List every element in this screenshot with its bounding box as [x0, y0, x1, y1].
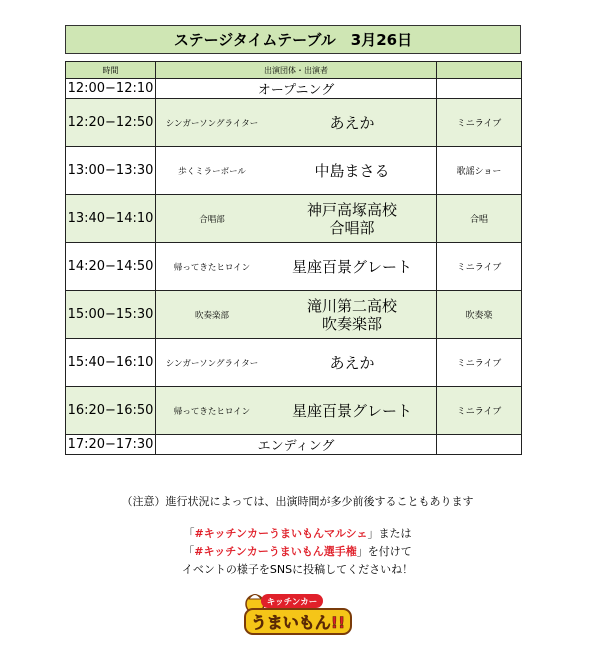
table-header-row [66, 62, 522, 79]
performer-name: 中島まさる [314, 161, 390, 180]
performer-cell [156, 387, 437, 435]
table-row [66, 435, 522, 455]
quote-open: 「 [183, 545, 195, 558]
performer-cell: エンディング [156, 435, 437, 455]
performer-category: 帰ってきたヒロイン [173, 262, 251, 273]
performer-name: 神戸高塚高校 合唱部 [306, 200, 397, 237]
note-cell: ミニライブ [437, 99, 522, 147]
quote-open: 「 [183, 527, 195, 540]
header-note [437, 62, 522, 79]
table-row [66, 147, 522, 195]
sns-request-text: イベントの様子をSNSに投稿してくださいね！ [181, 563, 414, 576]
hashtag-suffix: 」または [367, 527, 412, 540]
note-cell: ミニライブ [437, 387, 522, 435]
performer-category: 吹奏楽部 [194, 310, 229, 321]
page-title: ステージタイムテーブル 3月26日 [65, 25, 521, 54]
note-cell [437, 435, 522, 455]
logo-top-text: キッチンカー [266, 597, 318, 608]
performer-category: シンガーソングライター [165, 358, 259, 369]
kitchen-car-umaimon-logo [243, 590, 353, 636]
header-performer: 出演団体・出演者 [156, 62, 437, 79]
performer-category: 合唱部 [199, 214, 225, 225]
performer-name: 滝川第二高校 吹奏楽部 [306, 296, 397, 333]
note-cell: 吹奏楽 [437, 291, 522, 339]
time-cell: 12:20−12:50 [66, 99, 156, 147]
table-row [66, 387, 522, 435]
performer-category: シンガーソングライター [165, 118, 259, 129]
performer-cell [156, 243, 437, 291]
hashtag-line-1 [0, 525, 595, 541]
note-cell [437, 79, 522, 99]
note-cell: 合唱 [437, 195, 522, 243]
performer-cell: オープニング [156, 79, 437, 99]
timetable [65, 61, 522, 455]
logo-main-text: うまいもん!! [250, 613, 346, 632]
performer-name: あえか [329, 113, 375, 132]
table-row [66, 79, 522, 99]
note-cell: ミニライブ [437, 339, 522, 387]
performer-name: 星座百景グレート [291, 257, 412, 276]
time-cell: 17:20−17:30 [66, 435, 156, 455]
performer-cell [156, 99, 437, 147]
note-cell: ミニライブ [437, 243, 522, 291]
time-cell: 15:00−15:30 [66, 291, 156, 339]
time-cell: 14:20−14:50 [66, 243, 156, 291]
notice-text: （注意）進行状況によっては、出演時間が多少前後することもあります [121, 495, 474, 508]
header-time: 時間 [66, 62, 156, 79]
note-cell: 歌謡ショー [437, 147, 522, 195]
table-row [66, 99, 522, 147]
hashtag-line-2 [0, 543, 595, 559]
time-cell: 12:00−12:10 [66, 79, 156, 99]
performer-category: 帰ってきたヒロイン [173, 406, 251, 417]
table-row [66, 195, 522, 243]
hashtag-suffix: 」を付けて [356, 545, 412, 558]
performer-cell [156, 291, 437, 339]
performer-category: 歩くミラーボール [178, 166, 246, 177]
hashtag-marche: #キッチンカーうまいもんマルシェ [194, 527, 368, 540]
time-cell: 15:40−16:10 [66, 339, 156, 387]
performer-cell [156, 147, 437, 195]
chef-hat-icon [249, 595, 261, 600]
performer-name: あえか [329, 353, 375, 372]
table-row [66, 339, 522, 387]
performer-cell [156, 195, 437, 243]
performer-cell [156, 339, 437, 387]
performer-name: 星座百景グレート [291, 401, 412, 420]
hashtag-championship: #キッチンカーうまいもん選手権 [194, 545, 357, 558]
time-cell: 13:00−13:30 [66, 147, 156, 195]
time-cell: 13:40−14:10 [66, 195, 156, 243]
table-row [66, 291, 522, 339]
time-cell: 16:20−16:50 [66, 387, 156, 435]
table-row [66, 243, 522, 291]
